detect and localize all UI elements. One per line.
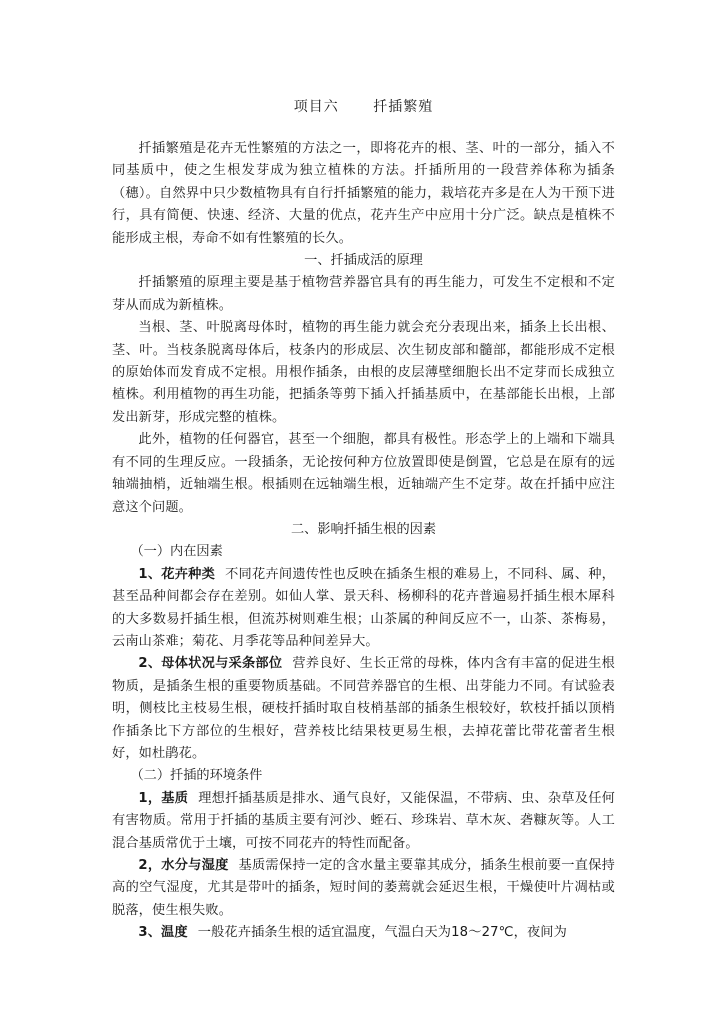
factor-text: 营养良好、生长正常的母株，体内含有丰富的促进生根物质，是插条生根的重要物质基础。不同营养器官的生根、出芽能力不同。有试验表明，侧枝比主枝易生根，硬枝扦插时取自枝梢基部的插条生根较好，软枝扦插以顶梢作插条比下方部位的生根好，营养枝比结果枝更易生根，去掉花蕾比带花蕾者生根好，如杜鹃花。 bbox=[112, 656, 615, 761]
factor-paragraph bbox=[112, 788, 615, 855]
document-page bbox=[112, 96, 615, 945]
factor-term: 2、母体状况与采条部位 bbox=[138, 656, 283, 672]
paragraph: 此外，植物的任何器官，甚至一个细胞，都具有极性。形态学上的上端和下端具有不同的生理反应。一段插条，无论按何种方位放置即使是倒置，它总是在原有的远轴端抽梢，近轴端生根。根插则在远轴端生根，近轴端产生不定芽。故在扦插中应注意这个问题。 bbox=[112, 432, 615, 515]
factor-text: 不同花卉间遗传性也反映在插条生根的难易上，不同科、属、种，甚至品种间都会存在差别。如仙人掌、景天科、杨柳科的花卉普遍易扦插生根木犀科的大多数易扦插生根，但流苏树则难生根；山茶属的种间反应不一，山茶、茶梅易，云南山茶难；菊花、月季花等品种间差异大。 bbox=[112, 566, 615, 649]
paragraph: 当根、茎、叶脱离母体时，植物的再生能力就会充分表现出来，插条上长出根、茎、叶。当枝条脱离母体后，枝条内的形成层、次生韧皮部和髓部，都能形成不定根的原始体而发育成不定根。用根作插条，由根的皮层薄壁细胞长出不定芽而长成独立植株。利用植物的再生功能，把插条等剪下插入扦插基质中，在基部能长出根，上部发出新芽，形成完整的植株。 bbox=[112, 320, 615, 425]
factor-term: 3、温度 bbox=[138, 925, 188, 941]
factor-term: 1、花卉种类 bbox=[138, 566, 216, 582]
paragraph: 扦插繁殖的原理主要是基于植物营养器官具有的再生能力，可发生不定根和不定芽从而成为新植株。 bbox=[112, 275, 615, 313]
subsection-heading-internal: （一）内在因素 bbox=[130, 544, 223, 560]
factor-paragraph bbox=[112, 564, 615, 654]
factor-term: 1，基质 bbox=[138, 790, 189, 806]
factor-text: 基质需保持一定的含水量主要靠其成分，插条生根前要一直保持高的空气湿度，尤其是带叶的插条，短时间的萎蔫就会延迟生根，干燥使叶片凋枯或脱落，使生根失败。 bbox=[112, 858, 615, 918]
factor-text: 理想扦插基质是排水、通气良好，又能保温，不带病、虫、杂草及任何有害物质。常用于扦插的基质主要有河沙、蛭石、珍珠岩、草木灰、砻糠灰等。人工混合基质常优于土壤，可按不同花卉的特性而配备。 bbox=[112, 790, 615, 851]
factor-text: 一般花卉插条生根的适宜温度，气温白天为18～27℃，夜间为 bbox=[197, 925, 567, 941]
intro-paragraph: 扦插繁殖是花卉无性繁殖的方法之一，即将花卉的根、茎、叶的一部分，插入不同基质中，使之生根发芽成为独立植株的方法。扦插所用的一段营养体称为插条（穗）。自然界中只少数植物具有自行扦插繁殖的能力，栽培花卉多是在人为干预下进行，具有简便、快速、经济、大量的优点，花卉生产中应用十分广泛。缺点是植株不能形成主根，寿命不如有性繁殖的长久。 bbox=[112, 141, 615, 246]
subsection-heading-environment: （二）扦插的环境条件 bbox=[130, 768, 263, 784]
section-heading-factors: 二、影响扦插生根的因素 bbox=[290, 521, 437, 537]
factor-paragraph bbox=[112, 653, 615, 765]
factor-term: 2，水分与湿度 bbox=[138, 858, 229, 873]
factor-paragraph bbox=[112, 922, 615, 944]
section-heading-principle: 一、扦插成活的原理 bbox=[304, 253, 423, 269]
factor-paragraph bbox=[112, 855, 615, 922]
page-title: 项目六 扦插繁殖 bbox=[293, 99, 434, 115]
